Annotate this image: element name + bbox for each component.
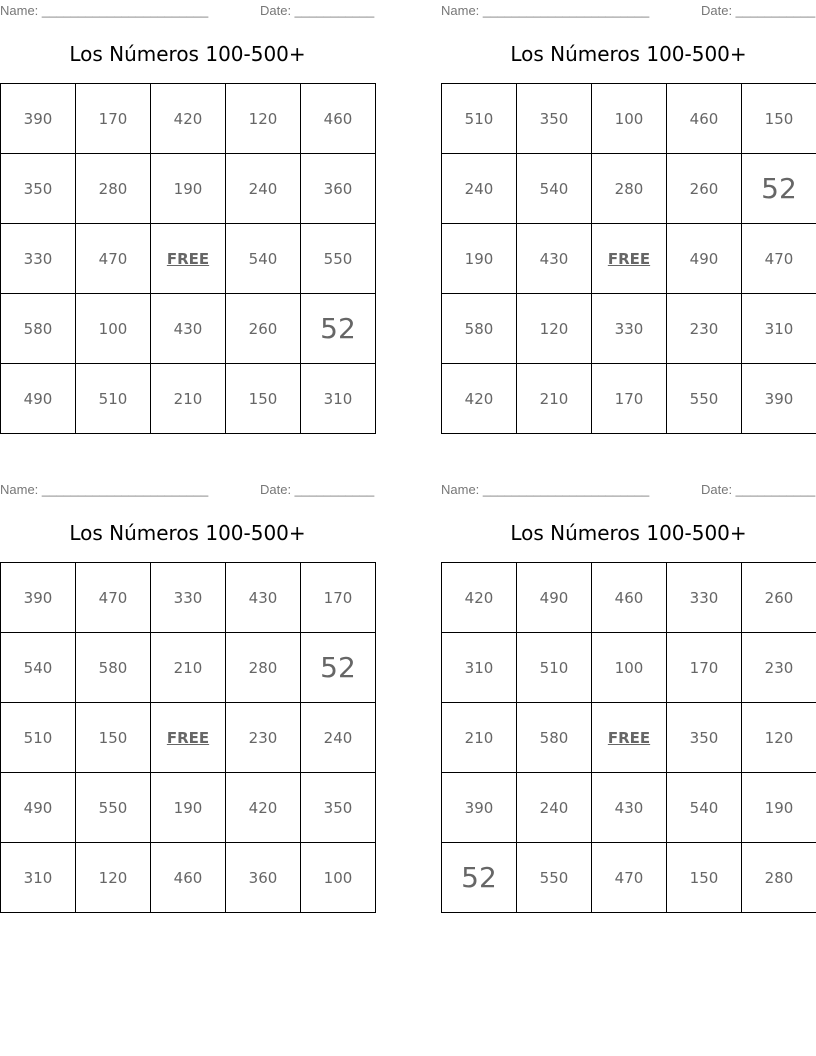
name-field[interactable]: Name: _______________________ bbox=[441, 482, 650, 497]
grid-cell[interactable]: 100 bbox=[301, 843, 376, 913]
card-title: Los Números 100-500+ bbox=[69, 42, 306, 66]
grid-cell[interactable]: 580 bbox=[76, 633, 151, 703]
card-header bbox=[441, 479, 816, 501]
grid-cell[interactable]: 510 bbox=[1, 703, 76, 773]
grid-cell[interactable]: 52 bbox=[301, 294, 376, 364]
grid-row bbox=[442, 843, 816, 913]
grid-row bbox=[1, 633, 376, 703]
grid-cell[interactable]: 470 bbox=[76, 224, 151, 294]
grid-cell[interactable]: 120 bbox=[742, 703, 816, 773]
grid-cell[interactable]: 460 bbox=[151, 843, 226, 913]
card-header bbox=[0, 479, 375, 501]
grid-cell[interactable]: 540 bbox=[517, 154, 592, 224]
grid-cell[interactable]: 460 bbox=[592, 563, 667, 633]
date-field[interactable]: Date: ___________ bbox=[701, 482, 816, 497]
grid-cell[interactable]: 150 bbox=[76, 703, 151, 773]
grid-cell[interactable]: 120 bbox=[517, 294, 592, 364]
bingo-card-3 bbox=[0, 479, 375, 887]
grid-cell[interactable]: 360 bbox=[226, 843, 301, 913]
grid-cell[interactable]: 350 bbox=[517, 84, 592, 154]
grid-cell[interactable]: 150 bbox=[742, 84, 816, 154]
grid-cell[interactable]: 580 bbox=[442, 294, 517, 364]
grid-cell[interactable]: 390 bbox=[442, 773, 517, 843]
bingo-card-4 bbox=[441, 479, 816, 894]
date-field[interactable]: Date: ___________ bbox=[260, 482, 375, 497]
grid-row bbox=[1, 364, 376, 434]
grid-cell[interactable]: 350 bbox=[667, 703, 742, 773]
grid-cell[interactable]: FREE bbox=[592, 224, 667, 294]
grid-cell[interactable]: 240 bbox=[226, 154, 301, 224]
grid-row bbox=[1, 843, 376, 913]
grid-cell[interactable]: 350 bbox=[1, 154, 76, 224]
grid-cell[interactable]: 470 bbox=[592, 843, 667, 913]
bingo-grid bbox=[0, 83, 376, 434]
grid-cell[interactable]: 540 bbox=[226, 224, 301, 294]
grid-cell[interactable]: 260 bbox=[226, 294, 301, 364]
grid-row bbox=[442, 633, 816, 703]
grid-cell[interactable]: FREE bbox=[592, 703, 667, 773]
grid-cell[interactable]: 350 bbox=[301, 773, 376, 843]
grid-row bbox=[1, 154, 376, 224]
grid-cell[interactable]: 100 bbox=[592, 633, 667, 703]
bingo-grid bbox=[441, 83, 816, 434]
grid-row bbox=[442, 294, 816, 364]
name-field[interactable]: Name: _______________________ bbox=[0, 3, 209, 18]
date-field[interactable]: Date: ___________ bbox=[701, 3, 816, 18]
grid-cell[interactable]: 330 bbox=[1, 224, 76, 294]
name-field[interactable]: Name: _______________________ bbox=[0, 482, 209, 497]
grid-cell[interactable]: FREE bbox=[151, 703, 226, 773]
grid-cell[interactable]: 360 bbox=[301, 154, 376, 224]
grid-cell[interactable]: 550 bbox=[667, 364, 742, 434]
grid-row bbox=[442, 224, 816, 294]
grid-cell[interactable]: 240 bbox=[301, 703, 376, 773]
grid-cell[interactable]: 510 bbox=[517, 633, 592, 703]
grid-cell[interactable]: 210 bbox=[517, 364, 592, 434]
card-title: Los Números 100-500+ bbox=[69, 521, 306, 545]
grid-cell[interactable]: 190 bbox=[151, 154, 226, 224]
grid-cell[interactable]: 430 bbox=[517, 224, 592, 294]
grid-cell[interactable]: 580 bbox=[1, 294, 76, 364]
grid-cell[interactable]: 150 bbox=[226, 364, 301, 434]
grid-row bbox=[442, 364, 816, 434]
grid-cell[interactable]: 420 bbox=[442, 563, 517, 633]
grid-cell[interactable]: 420 bbox=[151, 84, 226, 154]
grid-row bbox=[1, 563, 376, 633]
name-field[interactable]: Name: _______________________ bbox=[441, 3, 650, 18]
grid-row bbox=[442, 703, 816, 773]
date-field[interactable]: Date: ___________ bbox=[260, 3, 375, 18]
grid-cell[interactable]: 420 bbox=[442, 364, 517, 434]
grid-cell[interactable]: 190 bbox=[151, 773, 226, 843]
grid-cell[interactable]: 170 bbox=[301, 563, 376, 633]
grid-cell[interactable]: 390 bbox=[742, 364, 816, 434]
grid-cell[interactable]: 460 bbox=[667, 84, 742, 154]
grid-cell[interactable]: 210 bbox=[442, 703, 517, 773]
grid-cell[interactable]: 330 bbox=[667, 563, 742, 633]
grid-cell[interactable]: 230 bbox=[742, 633, 816, 703]
grid-cell[interactable]: 120 bbox=[76, 843, 151, 913]
grid-cell[interactable]: 120 bbox=[226, 84, 301, 154]
grid-row bbox=[442, 773, 816, 843]
grid-row bbox=[1, 703, 376, 773]
grid-cell[interactable]: 330 bbox=[592, 294, 667, 364]
grid-cell[interactable]: 510 bbox=[76, 364, 151, 434]
grid-row bbox=[442, 84, 816, 154]
grid-cell[interactable]: 330 bbox=[151, 563, 226, 633]
grid-cell[interactable]: 490 bbox=[517, 563, 592, 633]
grid-cell[interactable]: 430 bbox=[592, 773, 667, 843]
grid-cell[interactable]: 310 bbox=[1, 843, 76, 913]
card-header bbox=[0, 0, 375, 22]
grid-cell[interactable]: 280 bbox=[226, 633, 301, 703]
grid-cell[interactable]: 170 bbox=[76, 84, 151, 154]
grid-cell[interactable]: 310 bbox=[301, 364, 376, 434]
card-title: Los Números 100-500+ bbox=[510, 521, 747, 545]
grid-cell[interactable]: 490 bbox=[1, 364, 76, 434]
grid-cell[interactable]: 430 bbox=[151, 294, 226, 364]
grid-cell[interactable]: 210 bbox=[151, 633, 226, 703]
grid-cell[interactable]: 280 bbox=[742, 843, 816, 913]
grid-cell[interactable]: 390 bbox=[1, 563, 76, 633]
grid-cell[interactable]: 210 bbox=[151, 364, 226, 434]
grid-cell[interactable]: 240 bbox=[517, 773, 592, 843]
grid-cell[interactable]: 310 bbox=[442, 633, 517, 703]
grid-cell[interactable]: 540 bbox=[667, 773, 742, 843]
grid-cell[interactable]: 260 bbox=[667, 154, 742, 224]
grid-cell[interactable]: 390 bbox=[1, 84, 76, 154]
grid-cell[interactable]: 52 bbox=[442, 843, 517, 913]
card-header bbox=[441, 0, 816, 22]
grid-cell[interactable]: 430 bbox=[226, 563, 301, 633]
grid-cell[interactable]: 550 bbox=[517, 843, 592, 913]
bingo-card-1 bbox=[0, 0, 375, 408]
grid-cell[interactable]: 190 bbox=[742, 773, 816, 843]
bingo-card-2 bbox=[441, 0, 816, 408]
grid-cell[interactable]: 100 bbox=[592, 84, 667, 154]
grid-cell[interactable]: 550 bbox=[76, 773, 151, 843]
grid-cell[interactable]: 260 bbox=[742, 563, 816, 633]
bingo-grid bbox=[0, 562, 376, 913]
grid-cell[interactable]: 190 bbox=[442, 224, 517, 294]
grid-cell[interactable]: 100 bbox=[76, 294, 151, 364]
grid-cell[interactable]: 170 bbox=[592, 364, 667, 434]
grid-cell[interactable]: 580 bbox=[517, 703, 592, 773]
card-title: Los Números 100-500+ bbox=[510, 42, 747, 66]
grid-cell[interactable]: 470 bbox=[742, 224, 816, 294]
grid-cell[interactable]: 460 bbox=[301, 84, 376, 154]
grid-cell[interactable]: 310 bbox=[742, 294, 816, 364]
grid-row bbox=[1, 84, 376, 154]
grid-row bbox=[442, 563, 816, 633]
grid-row bbox=[1, 224, 376, 294]
grid-cell[interactable]: 550 bbox=[301, 224, 376, 294]
grid-cell[interactable]: 490 bbox=[1, 773, 76, 843]
grid-cell[interactable]: 280 bbox=[76, 154, 151, 224]
grid-cell[interactable]: FREE bbox=[151, 224, 226, 294]
grid-cell[interactable]: 280 bbox=[592, 154, 667, 224]
grid-cell[interactable]: 52 bbox=[301, 633, 376, 703]
grid-cell[interactable]: 230 bbox=[667, 294, 742, 364]
grid-cell[interactable]: 230 bbox=[226, 703, 301, 773]
grid-cell[interactable]: 490 bbox=[667, 224, 742, 294]
grid-cell[interactable]: 240 bbox=[442, 154, 517, 224]
grid-cell[interactable]: 420 bbox=[226, 773, 301, 843]
grid-cell[interactable]: 150 bbox=[667, 843, 742, 913]
grid-row bbox=[442, 154, 816, 224]
grid-cell[interactable]: 470 bbox=[76, 563, 151, 633]
grid-cell[interactable]: 52 bbox=[742, 154, 816, 224]
grid-row bbox=[1, 773, 376, 843]
grid-cell[interactable]: 540 bbox=[1, 633, 76, 703]
grid-cell[interactable]: 170 bbox=[667, 633, 742, 703]
grid-row bbox=[1, 294, 376, 364]
grid-cell[interactable]: 510 bbox=[442, 84, 517, 154]
bingo-grid bbox=[441, 562, 816, 913]
